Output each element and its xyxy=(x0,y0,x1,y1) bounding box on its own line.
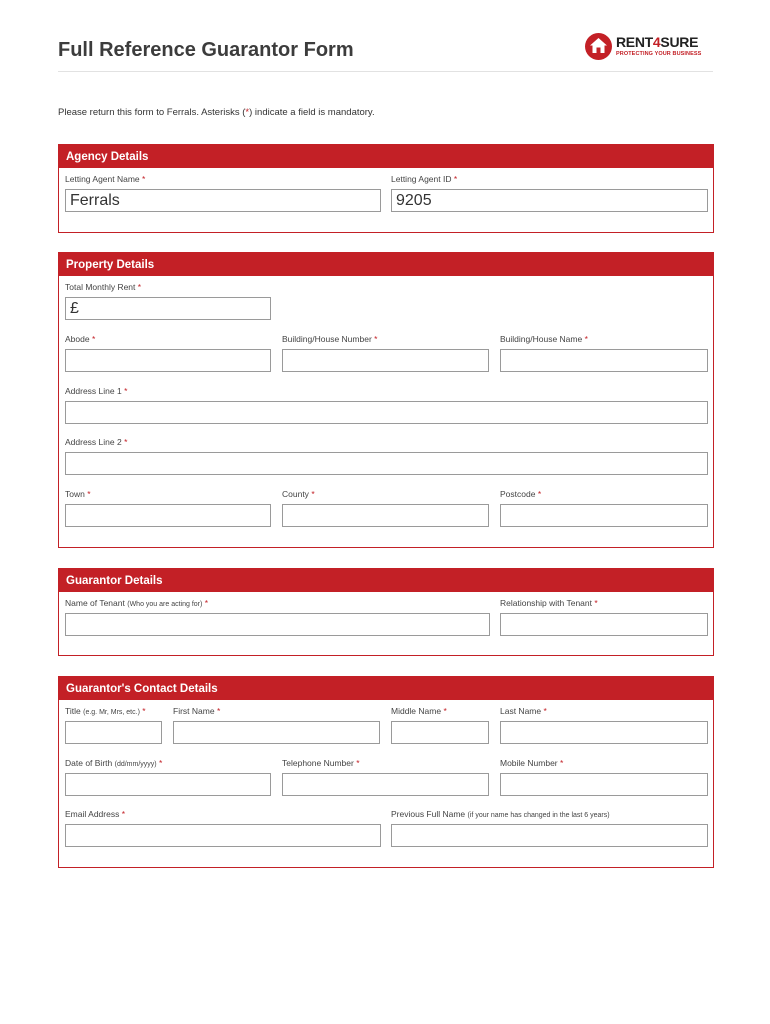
section-heading: Guarantor's Contact Details xyxy=(59,677,713,700)
title-input[interactable] xyxy=(65,721,162,744)
logo-wordmark: RENT4SURE xyxy=(616,34,699,50)
guarantor-contact-details-section: Guarantor's Contact Details Title (e.g. Mr, Mrs, etc.) * First Name * Middle Name * Last Name * Date of Birth (dd/mm/yyyy) * Telephone Number * Mobile Number * Email Address * Previous Full Name (if your name has changed in the last 6 years) xyxy=(58,676,714,868)
letting-agent-id-input[interactable]: 9205 xyxy=(391,189,708,212)
building-house-name-input[interactable] xyxy=(500,349,708,372)
previous-full-name-input[interactable] xyxy=(391,824,708,847)
last-name-input[interactable] xyxy=(500,721,708,744)
page-header xyxy=(58,32,713,72)
telephone-number-input[interactable] xyxy=(282,773,489,796)
abode-input[interactable] xyxy=(65,349,271,372)
agency-details-section: Agency Details Letting Agent Name * Ferrals Letting Agent ID * 9205 xyxy=(58,144,714,233)
guarantor-details-section: Guarantor Details Name of Tenant (Who you are acting for) * Relationship with Tenant * xyxy=(58,568,714,656)
intro-text: Please return this form to Ferrals. Asterisks (*) indicate a field is mandatory. xyxy=(58,107,375,118)
email-address-input[interactable] xyxy=(65,824,381,847)
address-line-2-input[interactable] xyxy=(65,452,708,475)
section-heading: Agency Details xyxy=(59,145,713,168)
letting-agent-name-input[interactable]: Ferrals xyxy=(65,189,381,212)
logo-tagline: PROTECTING YOUR BUSINESS xyxy=(616,51,702,57)
name-of-tenant-input[interactable] xyxy=(65,613,490,636)
rent4sure-logo xyxy=(585,33,713,61)
section-heading: Guarantor Details xyxy=(59,569,713,592)
section-heading: Property Details xyxy=(59,253,713,276)
date-of-birth-input[interactable] xyxy=(65,773,271,796)
property-details-section: Property Details Total Monthly Rent * £ Abode * Building/House Number * Building/House Name * Address Line 1 * Address Line 2 * Town * County * Postcode * xyxy=(58,252,714,548)
house-icon xyxy=(585,33,612,60)
postcode-input[interactable] xyxy=(500,504,708,527)
relationship-with-tenant-input[interactable] xyxy=(500,613,708,636)
town-input[interactable] xyxy=(65,504,271,527)
mobile-number-input[interactable] xyxy=(500,773,708,796)
county-input[interactable] xyxy=(282,504,489,527)
first-name-input[interactable] xyxy=(173,721,380,744)
address-line-1-input[interactable] xyxy=(65,401,708,424)
total-monthly-rent-input[interactable]: £ xyxy=(65,297,271,320)
building-house-number-input[interactable] xyxy=(282,349,489,372)
page-title: Full Reference Guarantor Form xyxy=(58,39,354,61)
middle-name-input[interactable] xyxy=(391,721,489,744)
